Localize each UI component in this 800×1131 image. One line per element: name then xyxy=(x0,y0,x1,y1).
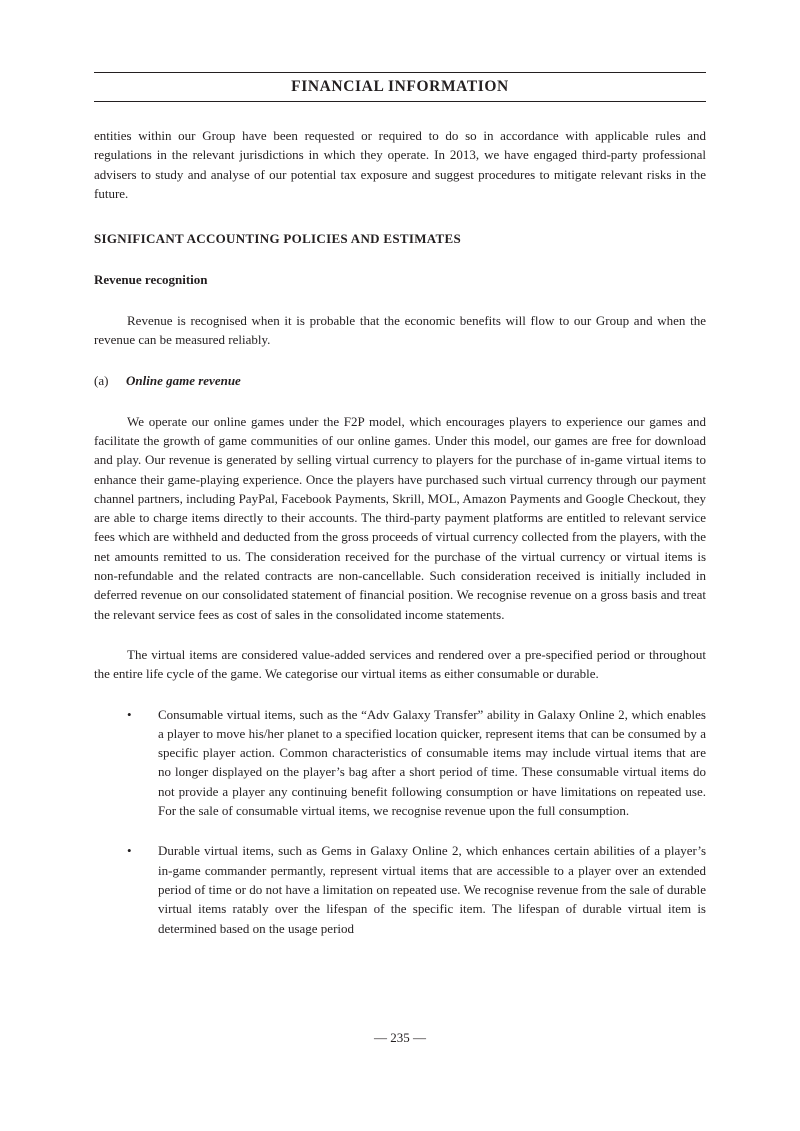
bullet-marker: • xyxy=(127,706,132,722)
subsection-online-game-revenue xyxy=(94,371,706,390)
intro-paragraph: entities within our Group have been requested or required to do so in accordance with applicable rules and regulations in the relevant jurisdictions in which they operate. In 2013, we have engaged third-party professional advisers to study and analyse of our potential tax exposure and suggest procedures to mitigate relevant risks in the future. xyxy=(94,128,706,201)
subsection-title: Online game revenue xyxy=(126,373,241,389)
page-header-title: FINANCIAL INFORMATION xyxy=(291,78,509,95)
section-heading: SIGNIFICANT ACCOUNTING POLICIES AND ESTIMATES xyxy=(94,231,461,247)
bullet-durable-items xyxy=(94,841,706,937)
subsection-number: (a) xyxy=(94,373,109,389)
header-bottom-rule xyxy=(94,101,706,102)
bullet-text: Consumable virtual items, such as the “Adv Galaxy Transfer” ability in Galaxy Online 2, which enables a player to move his/her planet to a specified location quicker, represent items that can be consumed by a specific player action. Common characteristics of consumable items may include virtual items that are no longer displayed on the player’s bag after a short period of time. These consumable virtual items do not provide a player any continuing benefit following consumption or have limitations on repeated use. For the sale of consumable virtual items, we recognise revenue upon the full consumption. xyxy=(158,706,706,819)
header-top-rule xyxy=(94,72,706,73)
subheading-revenue-recognition: Revenue recognition xyxy=(94,272,208,288)
bullet-marker: • xyxy=(127,843,132,859)
page-number: — 235 — xyxy=(374,1030,426,1045)
paragraph-f2p-model: We operate our online games under the F2P model, which encourages players to experience our games and facilitate the growth of game communities of our online games. Under this model, our games are free for download and play. Our revenue is generated by selling virtual currency to players for the purchase of in-game virtual items to enhance their game-playing experience. Once the players have purchased such virtual currency through our payment channel partners, including PayPal, Facebook Payments, Skrill, MOL, Amazon Payments and Google Checkout, they are able to charge items directly to their accounts. The third-party payment platforms are entitled to relevant service fees which are withheld and deducted from the gross proceeds of virtual currency collected from the players, with the net amounts remitted to us. The consideration received for the purchase of the virtual currency or virtual items is non-refundable and the related contracts are non-cancellable. Such consideration received is initially included in deferred revenue on our consolidated statement of financial position. We recognise revenue on a gross basis and treat the relevant service fees as cost of sales in the consolidated income statements. xyxy=(94,413,706,622)
document-body xyxy=(94,126,706,938)
paragraph-virtual-items: The virtual items are considered value-added services and rendered over a pre-specified period or throughout the entire life cycle of the game. We categorise our virtual items as either consumable or durable. xyxy=(94,646,706,682)
bullet-text: Durable virtual items, such as Gems in Galaxy Online 2, which enhances certain abilities of a player’s in-game commander permantly, represent virtual items that are accessible to a player over an extended period of time or do not have a limitation on repeated use. We recognise revenue from the sale of durable virtual items ratably over the lifespan of the specific item. The lifespan of durable virtual item is determined based on the usage period xyxy=(158,843,706,936)
bullet-consumable-items xyxy=(94,705,706,821)
revenue-paragraph: Revenue is recognised when it is probable that the economic benefits will flow to our Group and when the revenue can be measured reliably. xyxy=(94,312,706,348)
